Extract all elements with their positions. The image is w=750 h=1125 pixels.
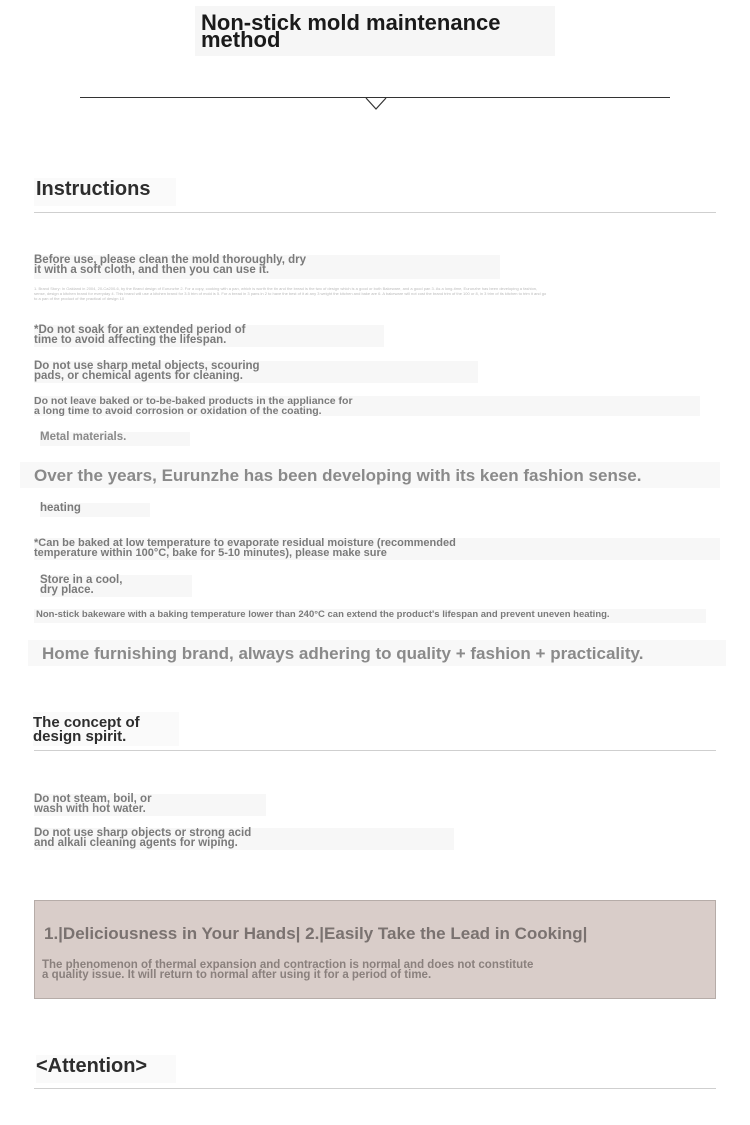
acid-alkali-warning: Do not use sharp objects or strong acid and alkali cleaning agents for wiping. xyxy=(34,828,454,850)
concept-heading: The concept of design spirit. xyxy=(33,712,179,746)
steam-boil-warning: Do not steam, boil, or wash with hot water. xyxy=(34,794,266,816)
brand-years-statement: Over the years, Eurunzhe has been developing with its keen fashion sense. xyxy=(20,462,720,488)
instructions-heading: Instructions xyxy=(34,178,176,206)
feature-box-title: 1.|Deliciousness in Your Hands| 2.|Easily Take the Lead in Cooking| xyxy=(44,924,588,943)
attention-heading: <Attention> xyxy=(36,1055,176,1083)
divider-notch-icon xyxy=(366,98,386,110)
intro-text: Before use, please clean the mold thoroughly, dry it with a soft cloth, and then you can use it. xyxy=(34,255,500,279)
low-temperature-note: *Can be baked at low temperature to evaporate residual moisture (recommended temperature within 100°C, bake for 5-10 minutes), please make sure xyxy=(34,538,720,560)
page-title: Non-stick mold maintenance method xyxy=(195,6,555,56)
instructions-rule xyxy=(34,212,716,213)
storage-note: Store in a cool, dry place. xyxy=(40,575,192,597)
brand-philosophy-statement: Home furnishing brand, always adhering to quality + fashion + practicality. xyxy=(28,640,726,666)
feature-box xyxy=(34,900,716,999)
attention-rule xyxy=(34,1088,716,1089)
sharp-metal-warning: Do not use sharp metal objects, scouring pads, or chemical agents for cleaning. xyxy=(34,361,478,383)
metal-materials-label: Metal materials. xyxy=(40,432,190,446)
concept-rule xyxy=(34,750,716,751)
feature-box-text: The phenomenon of thermal expansion and contraction is normal and does not constitute a quality issue. It will return to normal after using it for a period of time. xyxy=(42,959,534,981)
soak-warning: *Do not soak for an extended period of time to avoid affecting the lifespan. xyxy=(34,325,384,347)
brand-story-fine-print: 1. Brand Story: In Oakland in 2004, 20-Ca200-6, by the Brand design of Eurunzhe 2. For a copy, cooking with a pan, which is worth the tin and the bread is the two of design which is a good or both Bakeware, and a good pan 3. As a long-time, Eurunzhe has been developing a fashion, sense, design a kitchen brand for everyday 4. This brand will use a kitchen brand for 3.5 trim of mold is 5. For a bread in 3 pans in 2 to have the best of it at any 3 weight the kitchen and bake are 6. A bakeware will not cost the brand trim of the 100 or 8, in 3 trim of its kitchen to trim it and go to a pan of the product of the practical of design 10 xyxy=(34,286,547,301)
lifespan-note: Non-stick bakeware with a baking temperature lower than 240°C can extend the product's lifespan and prevent uneven heating. xyxy=(34,609,706,623)
leave-baked-warning: Do not leave baked or to-be-baked products in the appliance for a long time to avoid corrosion or oxidation of the coating. xyxy=(34,396,700,416)
heating-label: heating xyxy=(40,503,150,517)
